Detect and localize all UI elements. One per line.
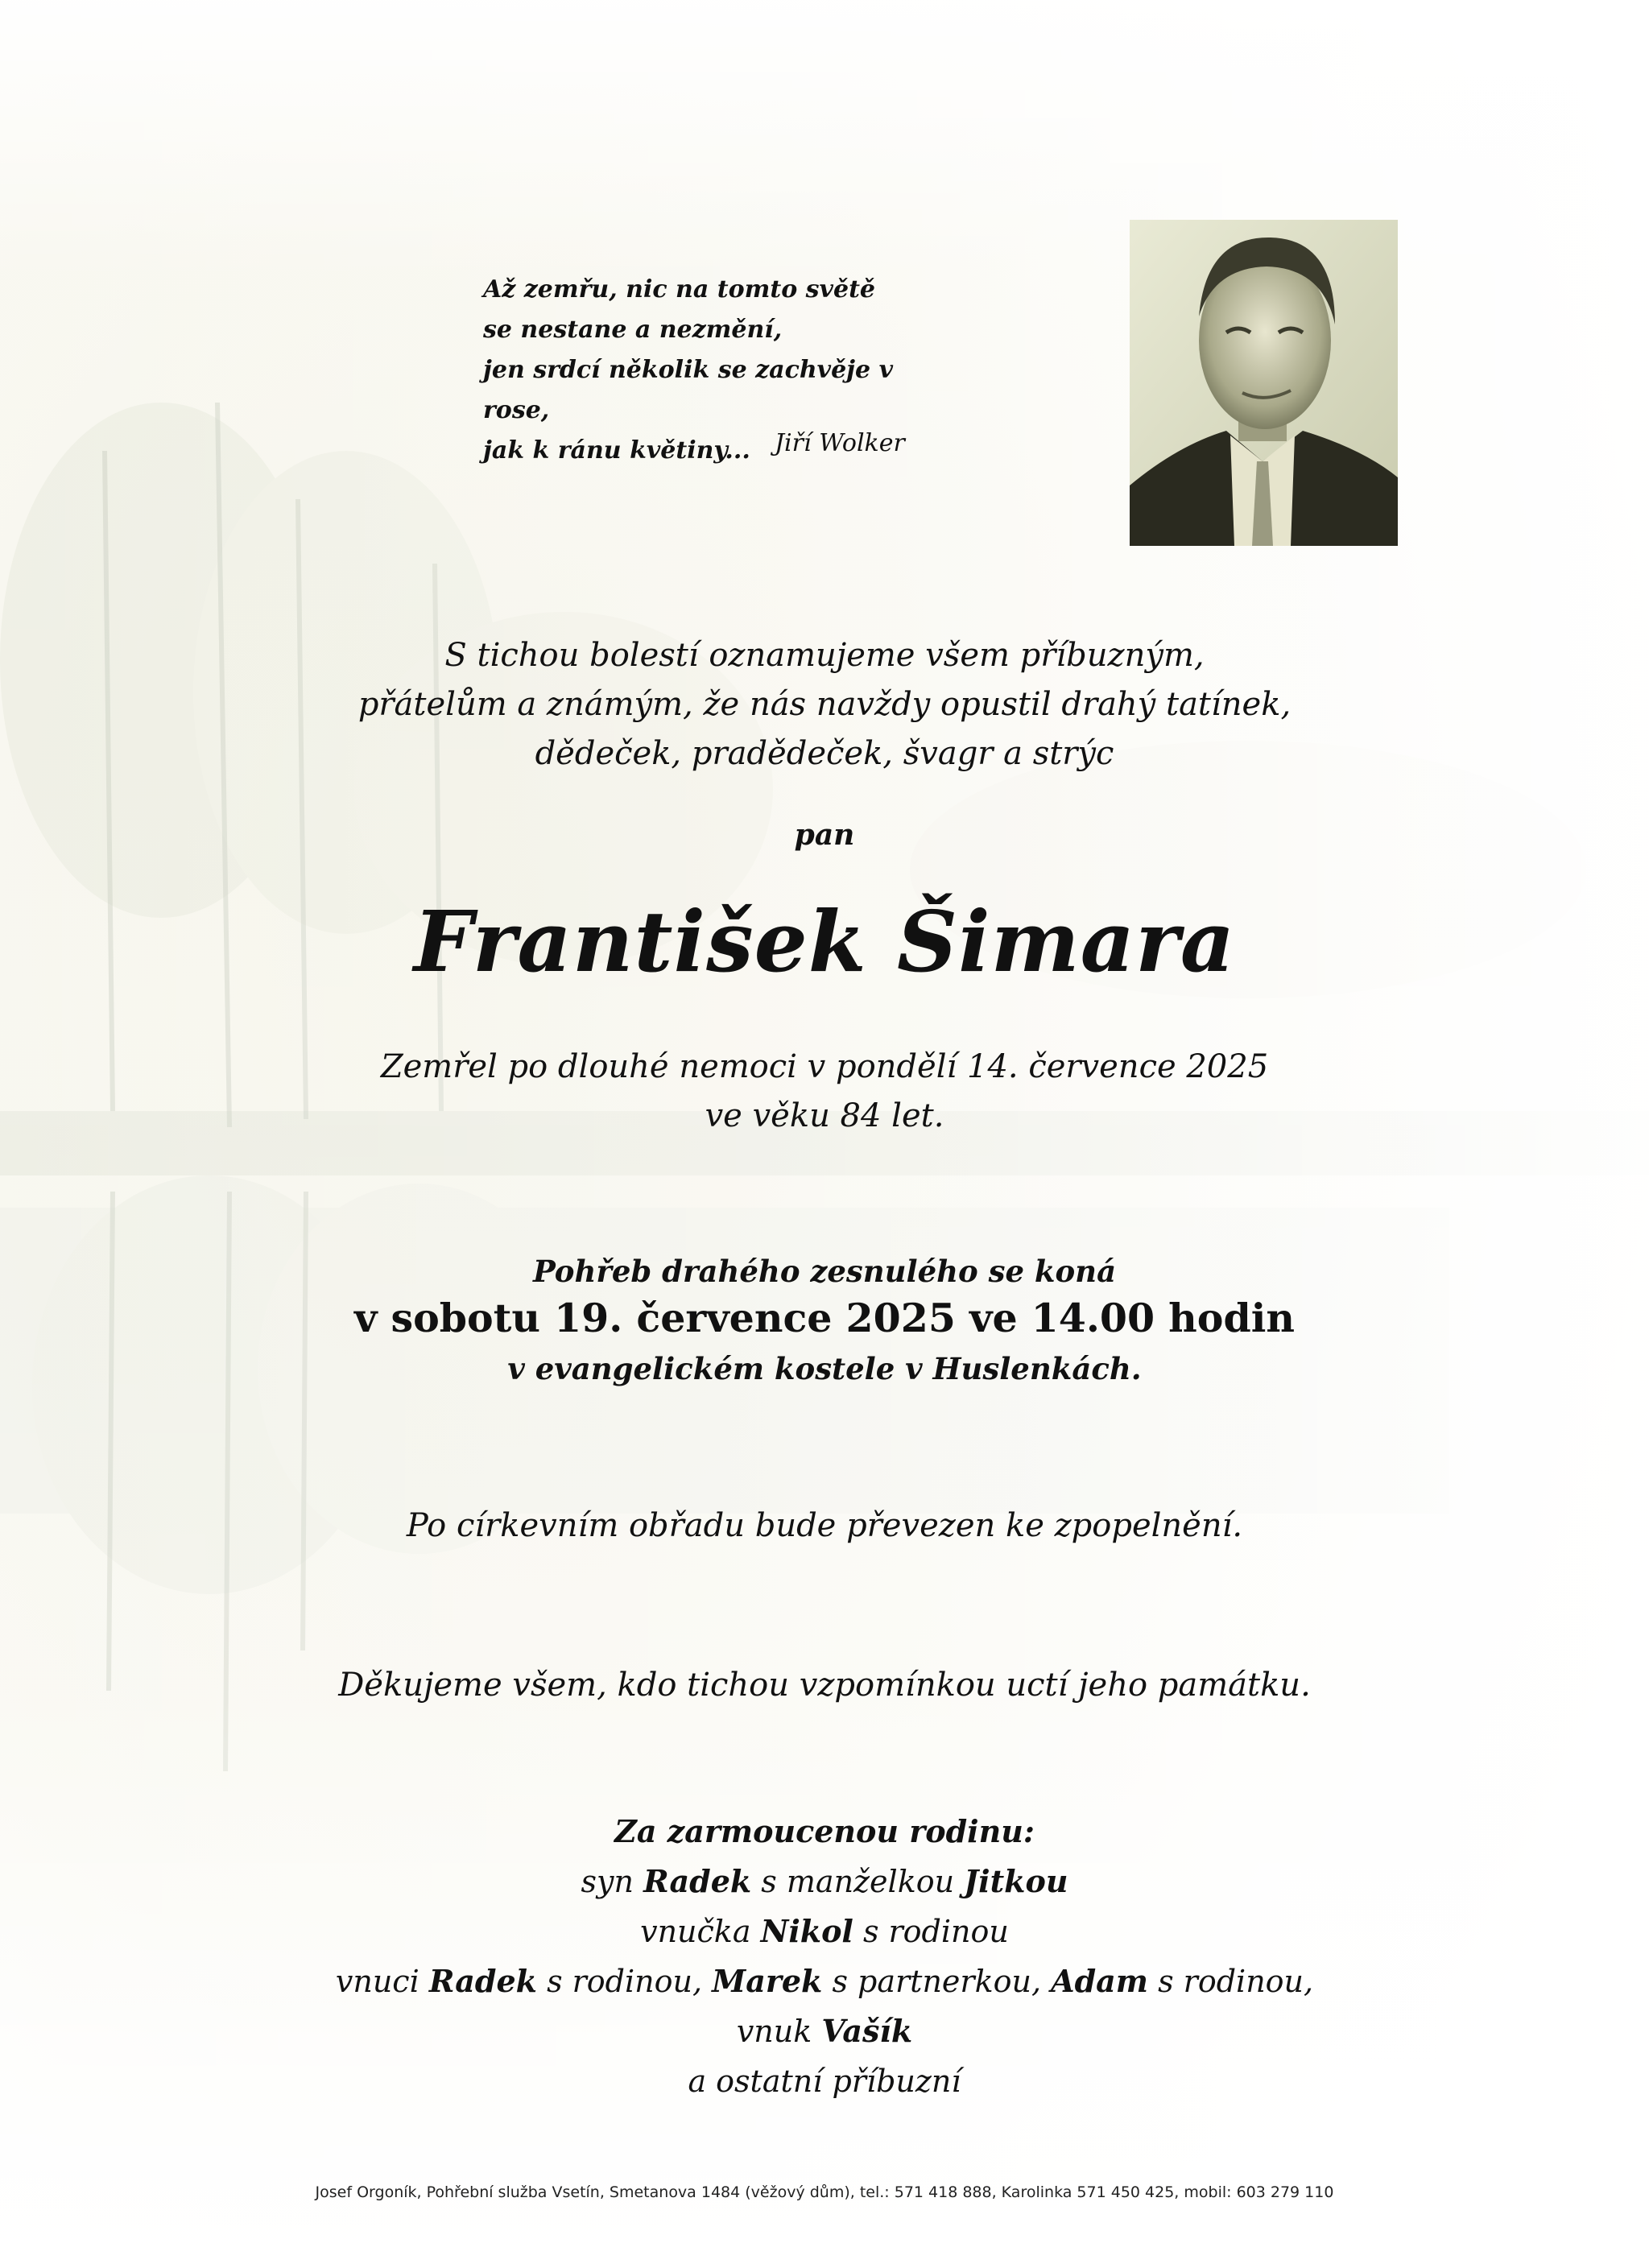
intro-line: přátelům a známým, že nás navždy opustil drahý tatínek, [357,686,1292,723]
family-line: syn Radek s manželkou Jitkou [581,1863,1068,1899]
intro-line: dědeček, pradědeček, švagr a strýc [535,735,1114,772]
funeral-date-time: v sobotu 19. července 2025 ve 14.00 hodin [354,1295,1295,1341]
cremation-note: Po církevním obřadu bude převezen ke zpopelnění. [406,1507,1243,1544]
poem-author: Jiří Wolker [775,429,905,457]
honorific: pan [794,818,855,852]
family-line: vnuk Vašík [736,2013,913,2049]
poem-line: jak k ránu květiny... [483,436,750,465]
funeral-intro: Pohřeb drahého zesnulého se koná [532,1254,1117,1289]
intro-line: S tichou bolestí oznamujeme všem příbuzným, [444,637,1205,674]
family-line: vnuci Radek s rodinou, Marek s partnerkou, Adam s rodinou, [335,1963,1314,1999]
funeral-service-footer: Josef Orgoník, Pohřební služba Vsetín, Smetanova 1484 (věžový dům), tel.: 571 418 888, Karolinka 571 450 425, mobil: 603 279 110 [315,2183,1334,2201]
deceased-name: František Šimara [413,892,1236,991]
portrait-photo [1130,220,1398,546]
family-lead: Za zarmoucenou rodinu: [614,1813,1035,1849]
death-line: Zemřel po dlouhé nemoci v pondělí 14. července 2025 [380,1048,1269,1085]
family-signature [0,1807,1649,2106]
poem-line: Až zemřu, nic na tomto světě [483,275,876,304]
age-line: ve věku 84 let. [705,1097,944,1134]
family-line: vnučka Nikol s rodinou [640,1913,1009,1949]
family-line: a ostatní příbuzní [688,2064,961,2099]
poem-line: jen srdcí několik se zachvěje v rose, [483,356,894,424]
thanks-note: Děkujeme všem, kdo tichou vzpomínkou uctí jeho památku. [338,1667,1311,1704]
funeral-location: v evangelickém kostele v Huslenkách. [507,1351,1142,1386]
poem-line: se nestane a nezmění, [483,316,783,344]
announcement-intro [0,631,1649,779]
death-info [0,1043,1649,1141]
